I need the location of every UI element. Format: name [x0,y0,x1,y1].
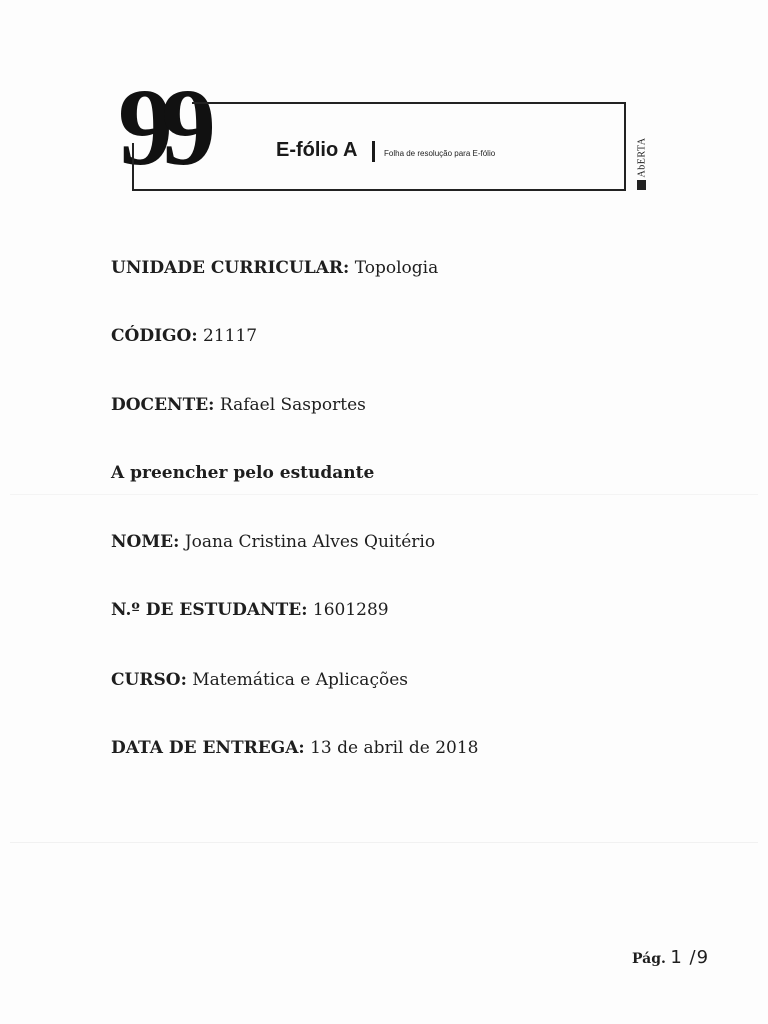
header-frame-top [192,102,626,104]
field-data-entrega [111,738,479,758]
section-heading: A preencher pelo estudante [111,463,375,483]
field-value: Matemática e Aplicações [192,670,408,690]
header-title: E-fólio A [276,139,358,161]
page-number-value: 1 /9 [670,947,710,968]
section-heading-estudante [111,463,374,483]
header-frame-right [624,102,626,191]
field-label: DATA DE ENTREGA: [111,738,305,758]
field-label: CÓDIGO: [111,326,198,346]
field-numero-estudante [111,600,389,620]
header-frame-bottom [132,189,626,191]
page-number [632,947,709,968]
field-value: 13 de abril de 2018 [310,738,479,758]
field-value: 1601289 [312,600,389,620]
field-label: UNIDADE CURRICULAR: [111,258,350,278]
field-label: NOME: [111,532,180,552]
field-nome [111,532,435,552]
scan-artifact-line [10,842,758,843]
page-number-label: Pág. [632,951,666,967]
university-logo-text: AbERTA [636,137,648,178]
field-label: DOCENTE: [111,395,215,415]
field-docente [111,395,366,415]
field-label: CURSO: [111,670,187,690]
field-label: N.º DE ESTUDANTE: [111,600,308,620]
scan-artifact-line [10,494,758,495]
header-subtitle: Folha de resolução para E-fólio [384,149,496,158]
field-curso [111,670,408,690]
field-value: Joana Cristina Alves Quitério [184,532,436,552]
header-frame-left [132,143,134,190]
field-value: Rafael Sasportes [219,395,366,415]
header-separator [372,141,375,162]
university-logo-mark [637,180,646,190]
field-value: 21117 [203,326,258,346]
field-value: Topologia [354,258,439,278]
field-codigo [111,326,257,346]
field-unidade-curricular [111,258,438,278]
quote-mark-icon: 99 [118,66,204,188]
